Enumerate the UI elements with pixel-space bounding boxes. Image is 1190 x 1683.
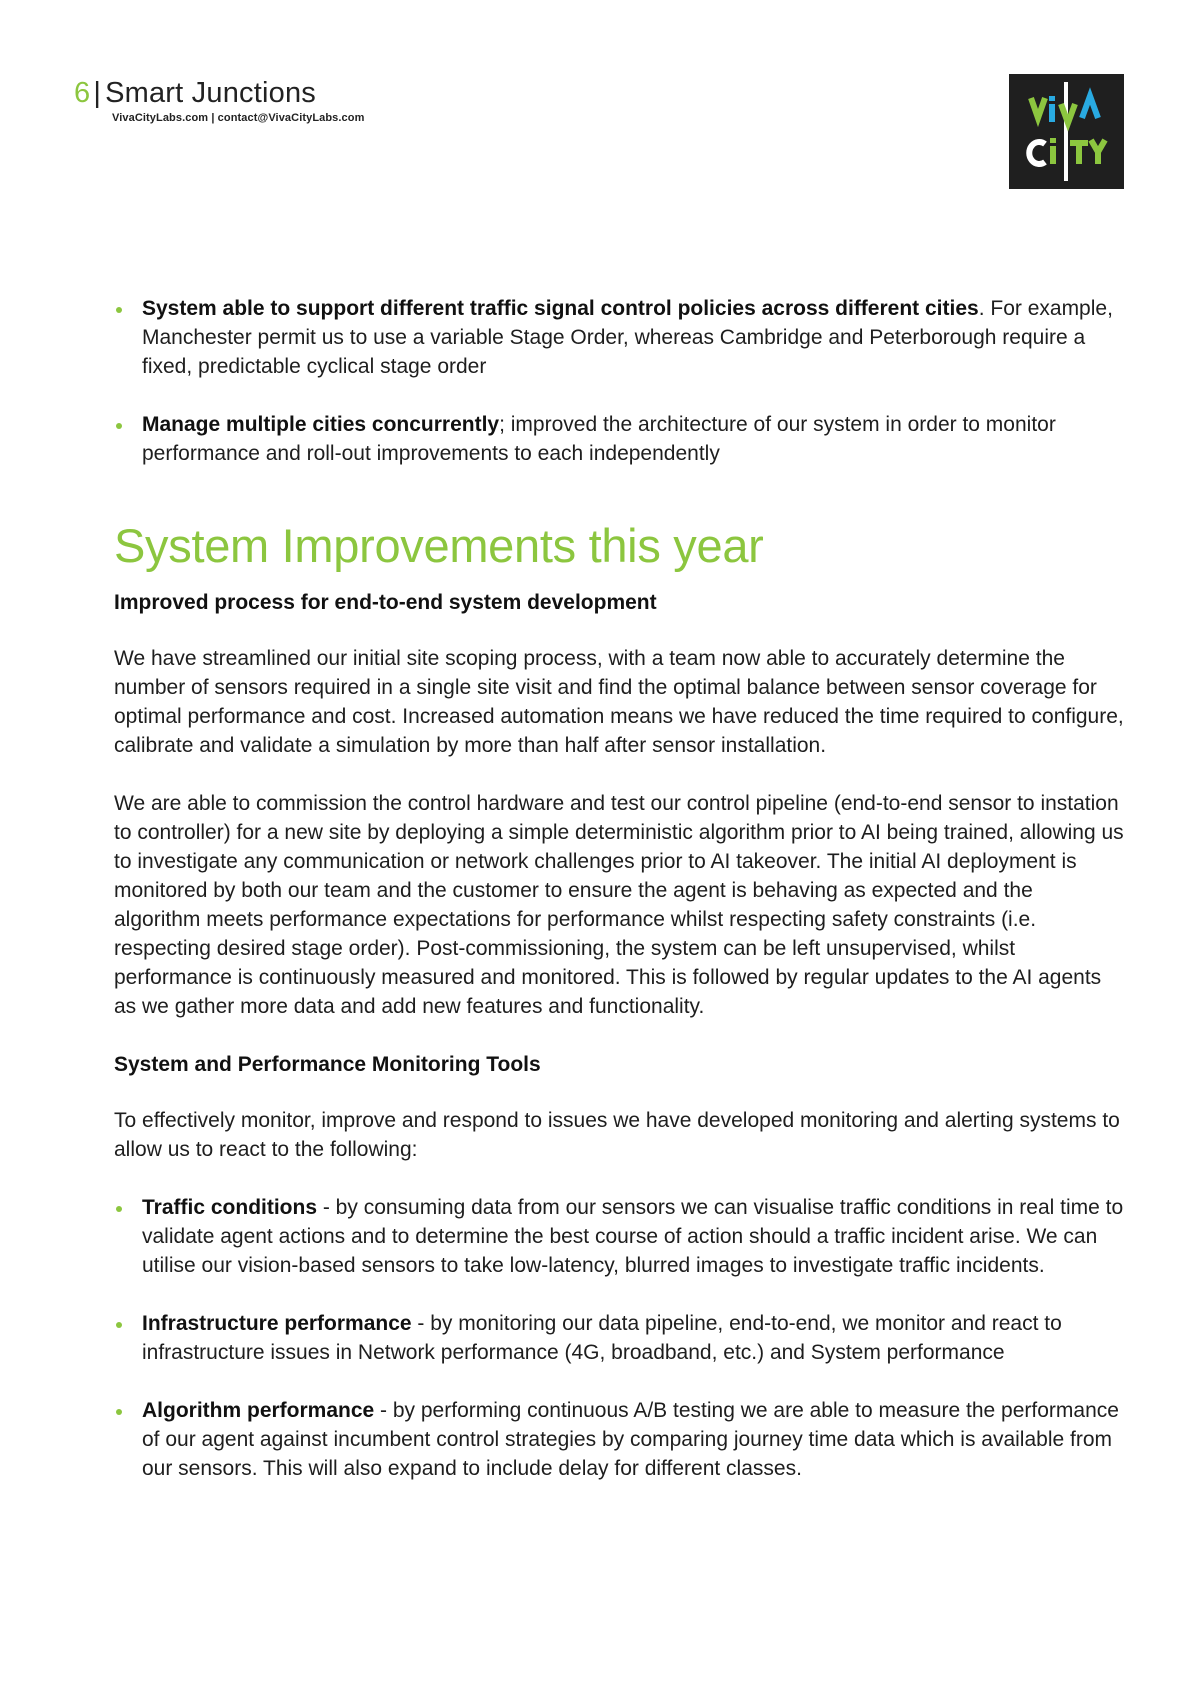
page-header <box>74 76 364 124</box>
email-link[interactable]: contact@VivaCityLabs.com <box>217 112 365 124</box>
bullet-text: - by performing continuous A/B testing we are able to measure the performance of our agent against incumbent control strategies by comparing journey time data which is available from our sensors. This will also expand to include delay for different classes. <box>142 1399 1119 1480</box>
list-item <box>114 1396 1124 1483</box>
section-title: System Improvements this year <box>114 519 764 572</box>
paragraph-scoping: We have streamlined our initial site scoping process, with a team now able to accurately determine the number of sensors required in a single site visit and find the optimal balance between sensor coverage for optimal performance and cost. Increased automation means we have reduced the time required to configure, calibrate and validate a simulation by more than half after sensor installation. <box>114 647 1124 757</box>
bullet-text: - by monitoring our data pipeline, end-to-end, we monitor and react to infrastructure issues in Network performance (4G, broadband, etc.) and System performance <box>142 1312 1062 1364</box>
bullet-bold-text: Manage multiple cities concurrently <box>142 413 500 436</box>
header-contact <box>112 112 364 124</box>
website-link[interactable]: VivaCityLabs.com <box>112 112 209 124</box>
vivacity-logo <box>1009 74 1124 189</box>
header-separator: | <box>93 77 102 109</box>
paragraph-monitoring-intro: To effectively monitor, improve and respond to issues we have developed monitoring and alerting systems to allow us to react to the following: <box>114 1109 1120 1161</box>
list-item <box>114 1309 1124 1367</box>
intro-bullet-list <box>114 294 1124 468</box>
document-title: Smart Junctions <box>105 77 316 109</box>
monitoring-bullet-list <box>114 1193 1124 1483</box>
subheading-end-to-end: Improved process for end-to-end system development <box>114 591 657 614</box>
bullet-bold-text: Traffic conditions <box>142 1196 318 1219</box>
list-item <box>114 1193 1124 1280</box>
header-title <box>74 76 364 110</box>
vivacity-logo-graphic <box>1009 74 1124 189</box>
list-item <box>114 294 1124 381</box>
subheading-monitoring: System and Performance Monitoring Tools <box>114 1053 541 1076</box>
page-number: 6 <box>74 77 91 109</box>
bullet-bold-text: Algorithm performance <box>142 1399 375 1422</box>
contact-separator: | <box>211 112 215 124</box>
bullet-text: - by consuming data from our sensors we can visualise traffic conditions in real time to validate agent actions and to determine the best course of action should a traffic incident arise. We can utilise our vision-based sensors to take low-latency, blurred images to investigate traffic incidents. <box>142 1196 1124 1277</box>
bullet-bold-text: Infrastructure performance <box>142 1312 412 1335</box>
list-item <box>114 410 1124 468</box>
bullet-text: ; improved the architecture of our system in order to monitor performance and roll-out improvements to each independently <box>142 413 1056 465</box>
paragraph-commissioning: We are able to commission the control hardware and test our control pipeline (end-to-end sensor to instation to controller) for a new site by deploying a simple deterministic algorithm prior to AI being trained, allowing us to investigate any communication or network challenges prior to AI takeover. The initial AI deployment is monitored by both our team and the customer to ensure the agent is behaving as expected and the algorithm meets performance expectations for performance whilst respecting safety constraints (i.e. respecting desired stage order). Post-commissioning, the system can be left unsupervised, whilst performance is continuously measured and monitored. This is followed by regular updates to the AI agents as we gather more data and add new features and functionality. <box>114 792 1124 1018</box>
main-content <box>114 294 1124 1512</box>
bullet-text: . For example, Manchester permit us to use a variable Stage Order, whereas Cambridge and Peterborough require a fixed, predictable cyclical stage order <box>142 297 1113 378</box>
bullet-bold-text: System able to support different traffic signal control policies across different cities <box>142 297 979 320</box>
